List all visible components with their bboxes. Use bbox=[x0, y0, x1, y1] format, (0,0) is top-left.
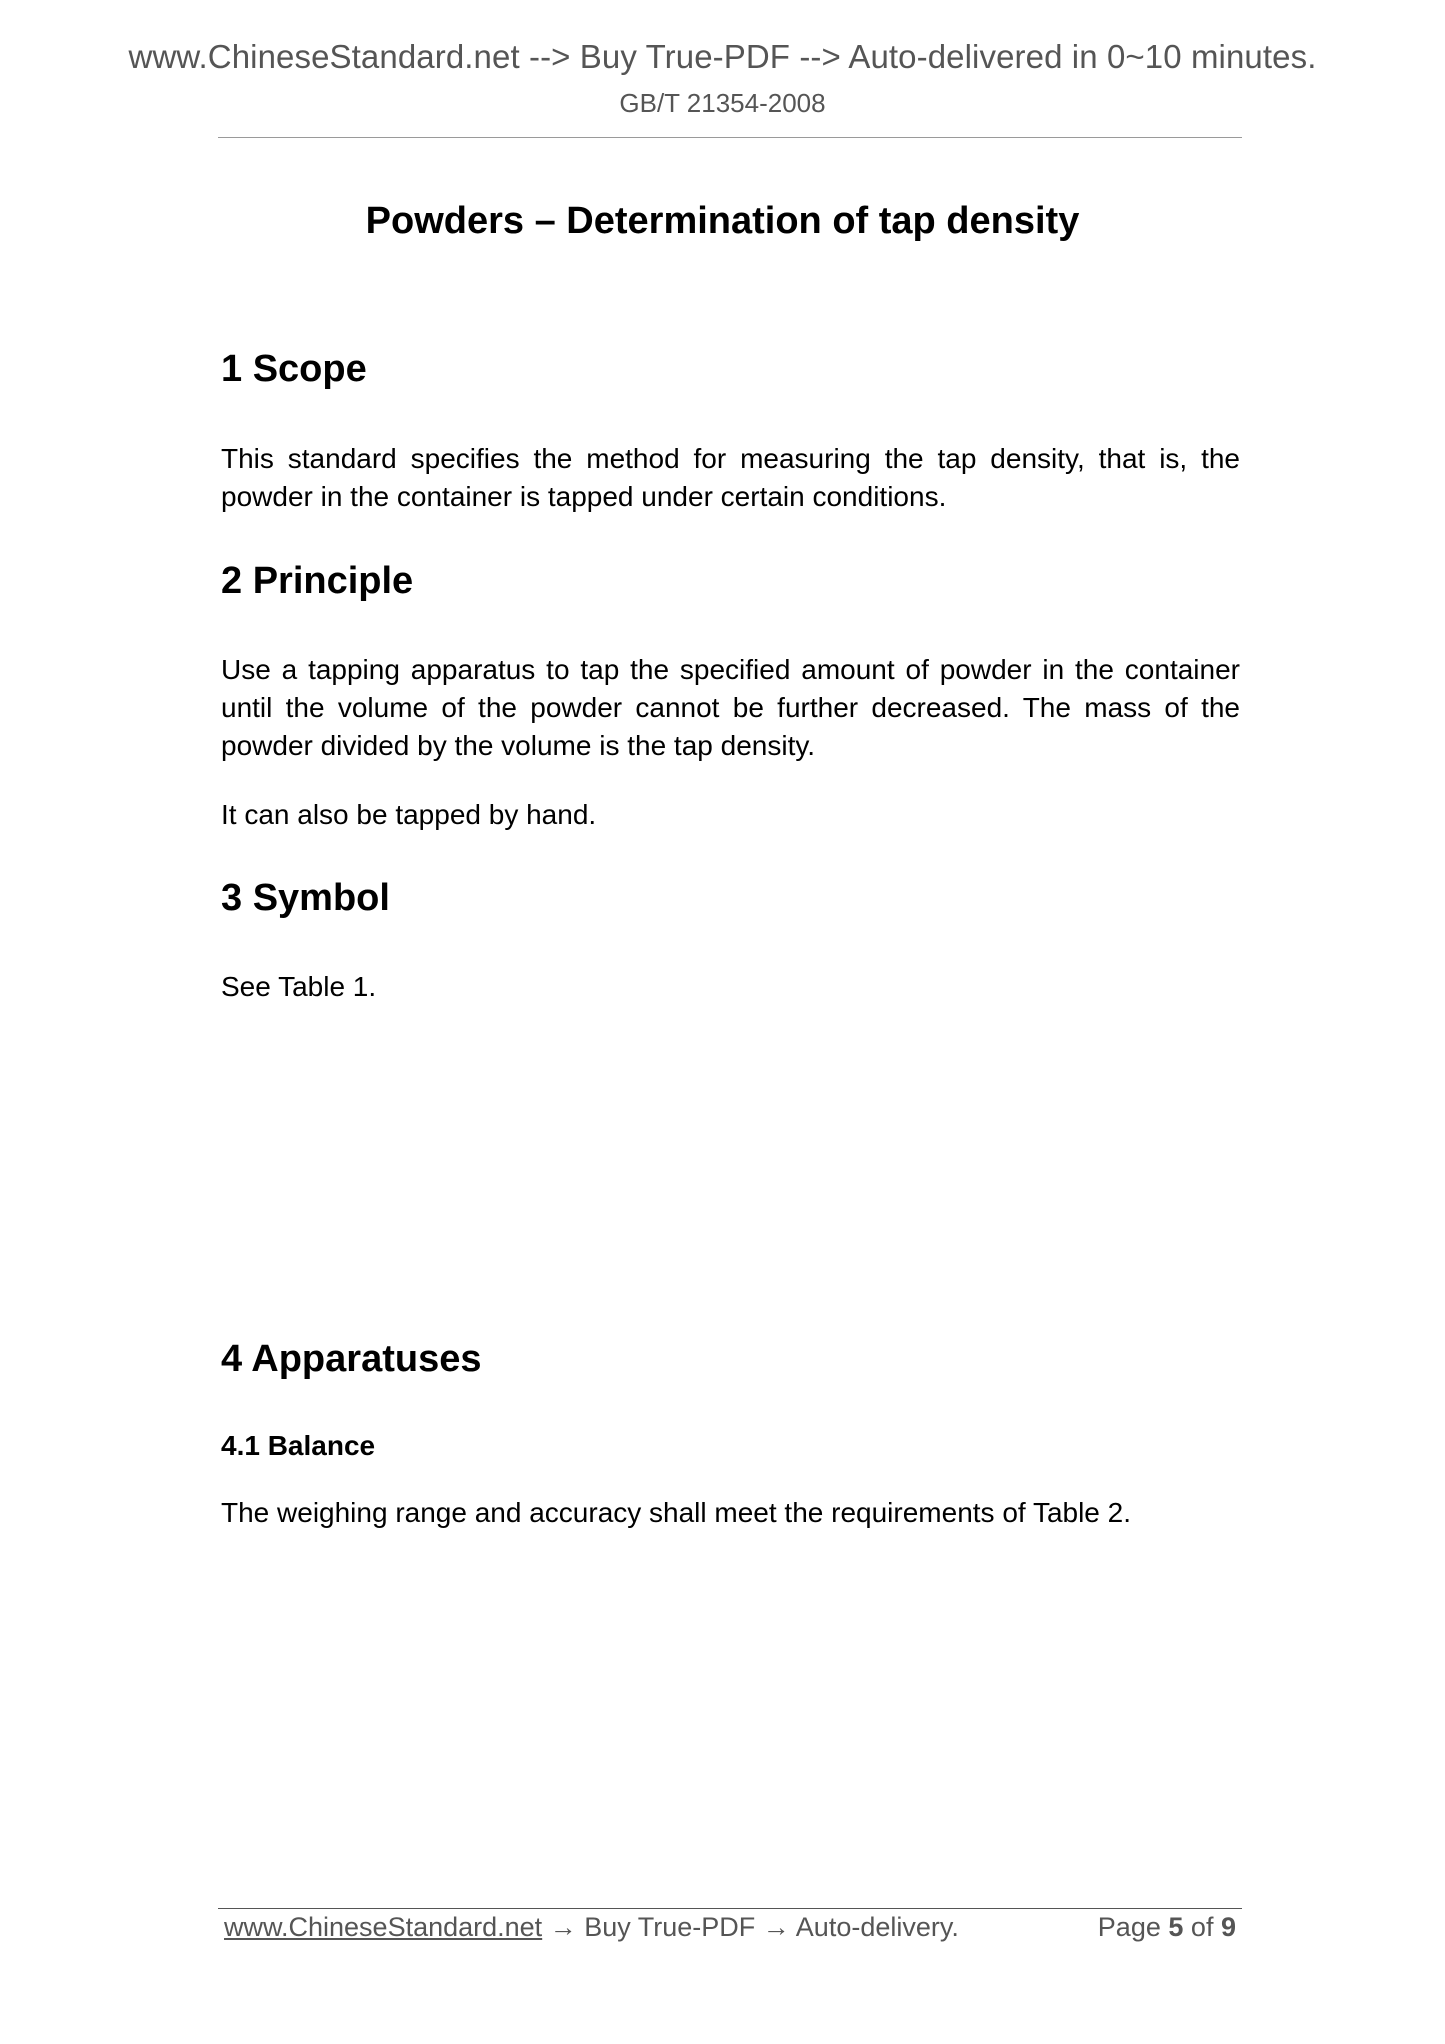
footer-buy-text: Buy True-PDF bbox=[584, 1912, 756, 1942]
page-label: Page bbox=[1097, 1912, 1161, 1942]
heading-principle: 2 Principle bbox=[221, 560, 414, 602]
footer-divider bbox=[218, 1908, 1242, 1909]
top-banner: www.ChineseStandard.net --> Buy True-PDF --> Auto-delivered in 0~10 minutes. bbox=[128, 38, 1317, 75]
page-total: 9 bbox=[1220, 1912, 1236, 1942]
paragraph-scope: This standard specifies the method for measuring the tap density, that is, the powder in the container is tapped under certain conditions. bbox=[221, 443, 1240, 512]
page-title: Powders – Determination of tap density bbox=[365, 200, 1080, 242]
arrow-right-icon: → bbox=[762, 1912, 790, 1942]
header-divider bbox=[218, 137, 1242, 138]
page-footer bbox=[224, 1912, 1236, 1948]
heading-scope: 1 Scope bbox=[221, 348, 367, 390]
of-label: of bbox=[1190, 1912, 1214, 1942]
paragraph-principle-1: Use a tapping apparatus to tap the specified amount of powder in the container until the volume of the powder cannot be further decreased. The mass of the powder divided by the volume is the tap density. bbox=[221, 654, 1240, 761]
footer-site-link[interactable]: www.ChineseStandard.net bbox=[224, 1912, 543, 1942]
document-code: GB/T 21354-2008 bbox=[619, 88, 826, 118]
footer-delivery-text: Auto-delivery. bbox=[795, 1912, 959, 1942]
paragraph-principle-2: It can also be tapped by hand. bbox=[221, 799, 597, 830]
heading-apparatuses: 4 Apparatuses bbox=[221, 1338, 482, 1380]
footer-promo bbox=[224, 1912, 959, 1943]
paragraph-symbol: See Table 1. bbox=[221, 971, 377, 1002]
page-number: 5 bbox=[1168, 1912, 1184, 1942]
arrow-right-icon: → bbox=[549, 1912, 577, 1942]
page-indicator bbox=[1098, 1912, 1236, 1943]
paragraph-balance: The weighing range and accuracy shall meet the requirements of Table 2. bbox=[221, 1497, 1132, 1528]
heading-symbol: 3 Symbol bbox=[221, 877, 390, 919]
subheading-balance: 4.1 Balance bbox=[221, 1430, 376, 1461]
